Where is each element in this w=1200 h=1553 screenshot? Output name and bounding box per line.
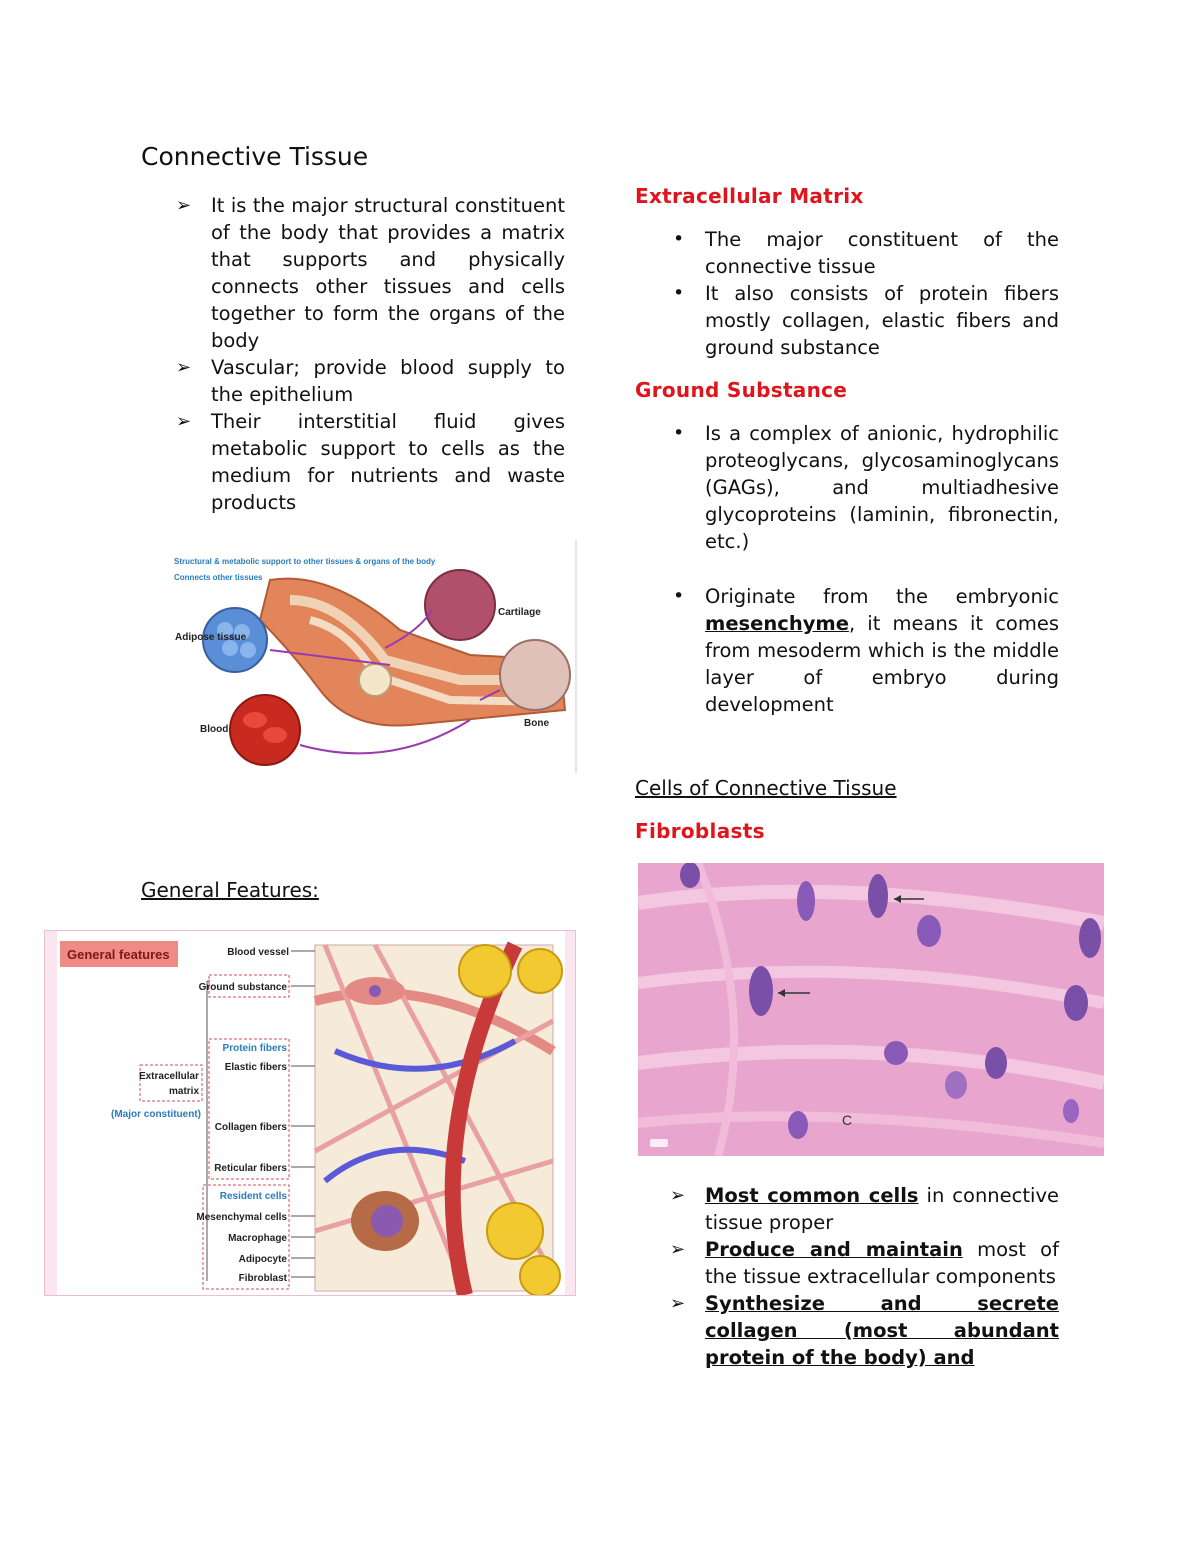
figure1-header-1: Structural & metabolic support to other tissues & organs of the body (174, 557, 436, 566)
nucleus (1063, 1099, 1079, 1123)
mesenchyme-term: mesenchyme (705, 612, 849, 635)
general-features-figure (44, 930, 576, 1296)
cartilage-circle (425, 570, 495, 640)
nucleus (945, 1071, 967, 1099)
figure1-header-2: Connects other tissues (174, 573, 263, 582)
arrow-bullet-icon: ➢ (670, 1293, 686, 1314)
mesenchymal-cells-label: Mesenchymal cells (196, 1212, 287, 1223)
nucleus (1064, 985, 1088, 1021)
list-item: ➢ Produce and maintain most of the tissue extracellular components (670, 1238, 1059, 1288)
general-features-heading: General Features: (141, 878, 319, 902)
ecm-label-2: matrix (168, 1086, 199, 1097)
macrophage-label: Macrophage (228, 1233, 287, 1244)
arrow-bullet-icon: ➢ (176, 195, 192, 216)
fibroblast-micrograph (638, 863, 1104, 1156)
fibroblast-bullet-list (635, 1182, 1059, 1371)
list-item: • Is a complex of anionic, hydrophilic proteoglycans, glycosaminoglycans (GAGs), and multiadhesive glycoproteins (laminin, fibronectin, etc.) (673, 422, 1059, 553)
page-title: Connective Tissue (141, 142, 369, 171)
ground-substance-heading: Ground Substance (635, 378, 848, 402)
cells-heading: Cells of Connective Tissue (635, 776, 897, 800)
resident-cells-label: Resident cells (219, 1191, 287, 1202)
nucleus (1079, 918, 1101, 958)
nucleus (868, 874, 888, 918)
list-item: • The major constituent of the connective tissue (673, 228, 1059, 278)
micrograph-label: C (842, 1112, 853, 1128)
ground-substance-bullet-list-2 (635, 583, 1059, 718)
bone-label: Bone (524, 718, 549, 729)
major-constituent-label: (Major constituent) (111, 1109, 201, 1120)
list-item: • Originate from the embryonic mesenchyme, it means it comes from mesoderm which is the middle layer of embryo during development (673, 585, 1059, 716)
arrow-bullet-icon: ➢ (670, 1239, 686, 1260)
list-item: ➢ Most common cells in connective tissue proper (670, 1184, 1059, 1234)
protein-fibers-label: Protein fibers (222, 1043, 287, 1054)
nucleus (985, 1047, 1007, 1079)
ecm-label-1: Extracellular (138, 1071, 199, 1082)
fibroblast-label: Fibroblast (238, 1273, 287, 1284)
reticular-fibers-label: Reticular fibers (214, 1163, 287, 1174)
nucleus (917, 915, 941, 947)
fibroblasts-heading: Fibroblasts (635, 819, 765, 843)
nucleus (680, 863, 700, 888)
ecm-heading: Extracellular Matrix (635, 184, 864, 208)
list-item: ➢ Their interstitial fluid gives metabolic support to cells as the medium for nutrients and waste products (176, 410, 565, 514)
bullet-dot-icon: • (673, 228, 685, 250)
adipose-label: Adipose tissue (175, 632, 247, 643)
cartilage-label: Cartilage (498, 607, 541, 618)
blood-vessel-label: Blood vessel (227, 947, 289, 958)
arrow-bullet-icon: ➢ (670, 1185, 686, 1206)
collagen-fibers-label: Collagen fibers (214, 1122, 287, 1133)
list-item: ➢ Synthesize and secrete collagen (most abundant protein of the body) and (670, 1292, 1059, 1369)
blood-label: Blood (200, 724, 229, 735)
ground-substance-bullet-list (635, 420, 1059, 555)
nucleus (797, 881, 815, 921)
svg-text:General features: General features (67, 947, 170, 962)
adipocyte-label: Adipocyte (238, 1254, 287, 1265)
arrow-bullet-icon: ➢ (176, 411, 192, 432)
elbow-joint (359, 664, 391, 696)
blood-circle (230, 695, 300, 765)
arrow-bullet-icon: ➢ (176, 357, 192, 378)
bone-circle (500, 640, 570, 710)
ground-substance-label: Ground substance (198, 982, 287, 993)
bullet-dot-icon: • (673, 422, 685, 444)
connective-tissue-overview-figure (170, 540, 578, 773)
nucleus (749, 966, 773, 1016)
nucleus (884, 1041, 908, 1065)
intro-bullet-list (141, 192, 565, 516)
list-item: • It also consists of protein fibers mostly collagen, elastic fibers and ground substance (673, 282, 1059, 359)
elastic-fibers-label: Elastic fibers (224, 1062, 287, 1073)
bullet-dot-icon: • (673, 585, 685, 607)
bullet-dot-icon: • (673, 282, 685, 304)
nucleus (788, 1111, 808, 1139)
list-item: ➢ Vascular; provide blood supply to the epithelium (176, 356, 565, 406)
list-item: ➢ It is the major structural constituent of the body that provides a matrix that supports and physically connects other tissues and cells together to form the organs of the body (176, 194, 565, 352)
ecm-bullet-list (635, 226, 1059, 361)
